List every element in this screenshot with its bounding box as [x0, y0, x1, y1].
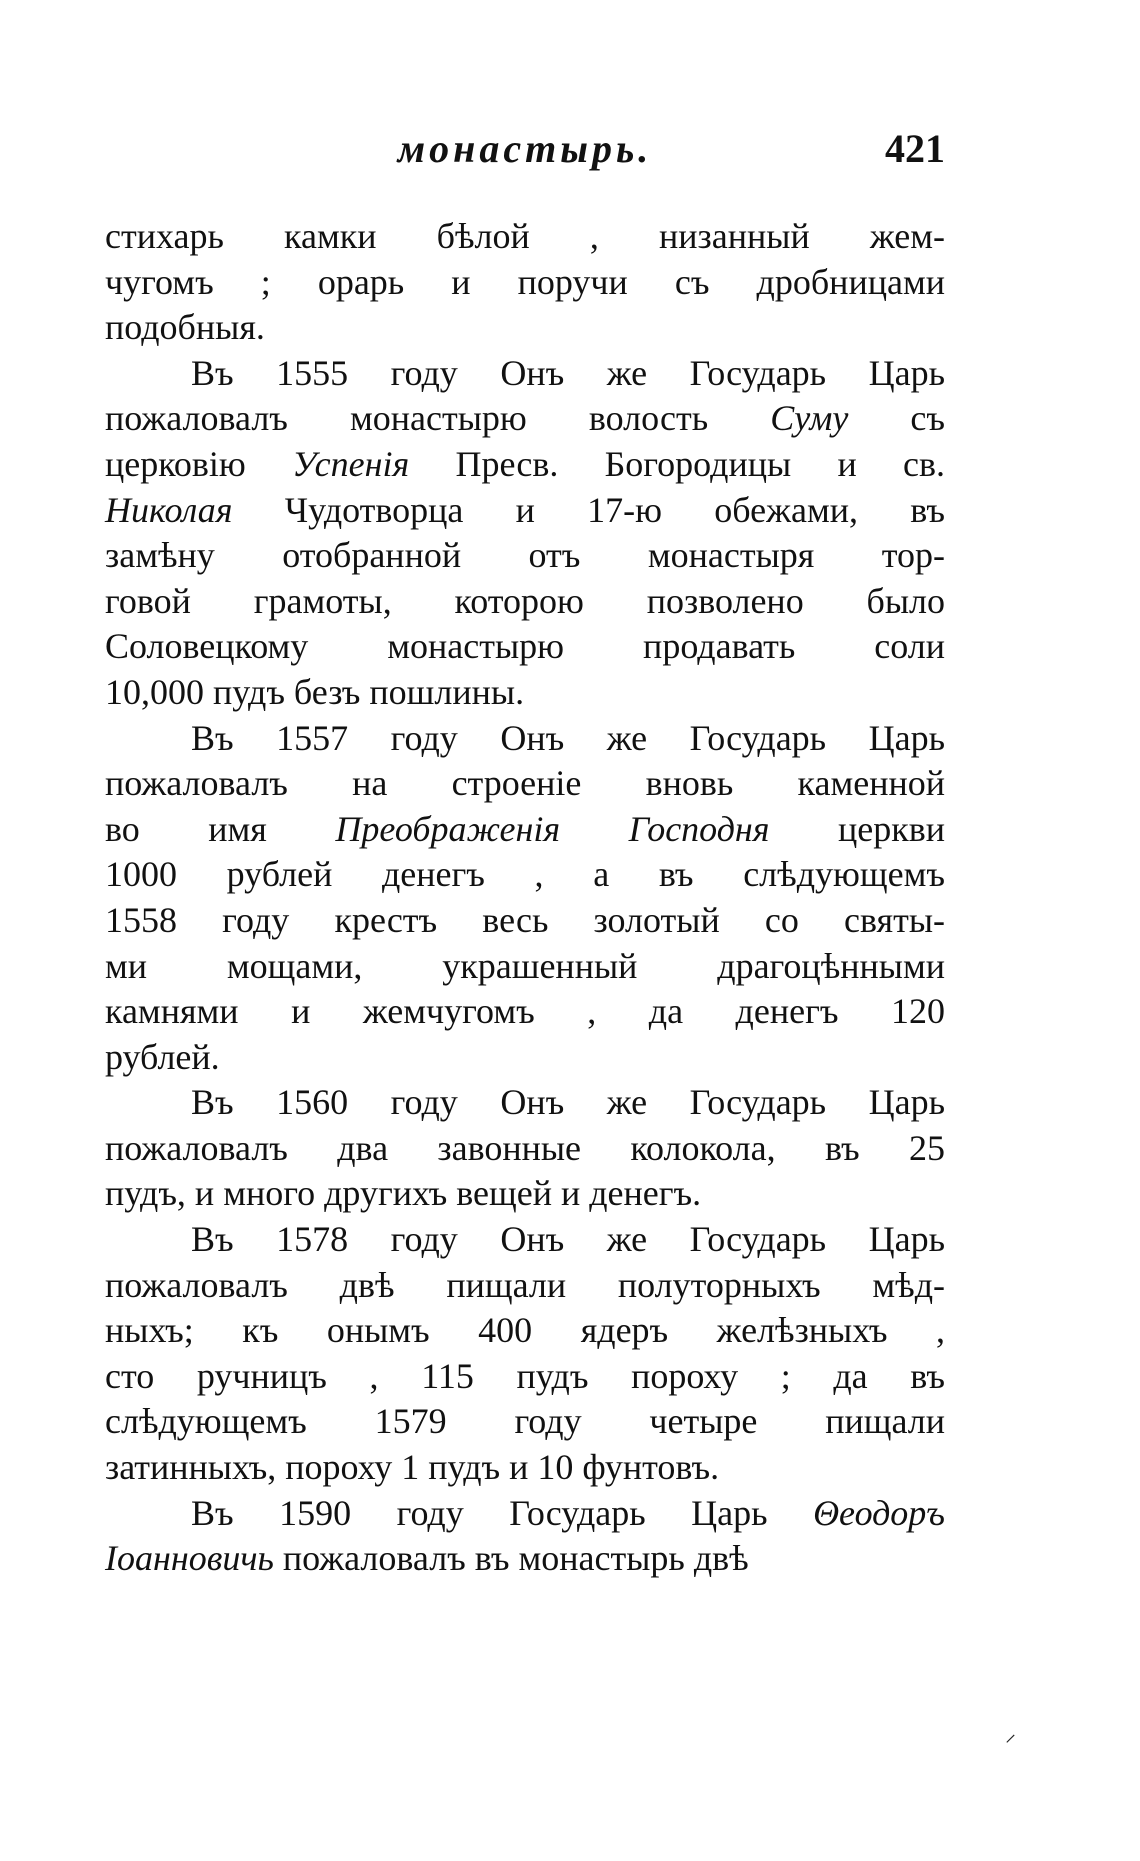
text-run: замѣну отобранной отъ монастыря тор- [105, 535, 945, 576]
text-run: подобныя. [105, 307, 265, 348]
page-header [105, 125, 945, 185]
text-line [105, 396, 945, 442]
page-number: 421 [885, 126, 945, 171]
text-run: 10,000 пудъ безъ пошлины. [105, 671, 525, 712]
text-run: пудъ, и много другихъ вещей и денегъ. [105, 1173, 702, 1214]
text-line [105, 1217, 945, 1263]
text-run: чугомъ ; орарь и поручи съ дробницами [105, 261, 945, 302]
text-run: слѣдующемъ 1579 году четыре пищали [105, 1401, 945, 1442]
text-run: ми мощами, украшенный драгоцѣнными [105, 945, 945, 986]
text-line [105, 670, 945, 716]
text-line [105, 807, 945, 853]
text-run: рублей. [105, 1036, 220, 1077]
paragraph [105, 214, 945, 351]
ink-speck: ⸝ [1005, 1721, 1017, 1746]
italic-name: Іоанновичь [105, 1538, 274, 1579]
text-run: Въ 1578 году Онъ же Государь Царь [191, 1219, 945, 1260]
text-line [105, 1035, 945, 1081]
text-line [105, 1308, 945, 1354]
italic-name: Успенія [292, 443, 410, 484]
text-run: Пресв. Богородицы и св. [409, 443, 945, 484]
text-run: пожаловалъ монастырю волость [105, 398, 771, 439]
text-line [105, 1399, 945, 1445]
paragraph [105, 1217, 945, 1491]
text-line [105, 1491, 945, 1537]
text-line [105, 260, 945, 306]
body-text [105, 214, 945, 1582]
paragraph [105, 351, 945, 716]
italic-name: Суму [770, 398, 849, 439]
italic-name: Николая [105, 489, 233, 530]
text-line [105, 442, 945, 488]
text-run: церковію [105, 443, 293, 484]
text-run: сто ручницъ , 115 пудъ пороху ; да въ [105, 1355, 945, 1396]
text-line [105, 1126, 945, 1172]
italic-name: Преображенія Господня [335, 808, 770, 849]
text-run: Чудотворца и 17-ю обежами, въ [232, 489, 945, 530]
text-run: во имя [105, 808, 336, 849]
text-run: ныхъ; къ онымъ 400 ядеръ желѣзныхъ , [105, 1310, 945, 1351]
text-run: Въ 1560 году Онъ же Государь Царь [191, 1082, 945, 1123]
text-line [105, 305, 945, 351]
paragraph [105, 716, 945, 1081]
text-line [105, 852, 945, 898]
text-run: 1000 рублей денегъ , а въ слѣдующемъ [105, 854, 945, 895]
text-run: 1558 году крестъ весь золотый со святы- [105, 899, 945, 940]
text-line [105, 761, 945, 807]
text-run: камнями и жемчугомъ , да денегъ 120 [105, 991, 945, 1032]
text-line [105, 214, 945, 260]
text-run: стихарь камки бѣлой , низанный жем- [105, 216, 945, 256]
text-run: пожаловалъ на строеніе вновь каменной [105, 763, 945, 804]
text-run: Въ 1557 году Онъ же Государь Царь [191, 717, 945, 758]
text-run: говой грамоты, которою позволено было [105, 580, 945, 621]
text-line [105, 716, 945, 762]
text-line [105, 989, 945, 1035]
text-line [105, 624, 945, 670]
text-line [105, 533, 945, 579]
text-line [105, 1354, 945, 1400]
text-run: пожаловалъ два завонные колокола, въ 25 [105, 1127, 945, 1168]
text-line [105, 488, 945, 534]
text-line [105, 579, 945, 625]
text-line [105, 1080, 945, 1126]
running-title: монастырь. [397, 126, 653, 171]
paragraph [105, 1491, 945, 1582]
text-line [105, 1536, 945, 1582]
text-line [105, 1263, 945, 1309]
text-line [105, 351, 945, 397]
text-line [105, 1445, 945, 1491]
text-run: Въ 1590 году Государь Царь [191, 1492, 814, 1533]
text-run: Соловецкому монастырю продавать соли [105, 626, 945, 667]
text-run: церкви [769, 808, 945, 849]
paragraph [105, 1080, 945, 1217]
text-run: пожаловалъ въ монастырь двѣ [273, 1538, 749, 1579]
text-line [105, 1171, 945, 1217]
text-run: затинныхъ, пороху 1 пудъ и 10 фунтовъ. [105, 1447, 720, 1488]
text-line [105, 898, 945, 944]
text-run: съ [848, 398, 945, 439]
italic-name: Θеодоръ [813, 1492, 945, 1533]
text-run: Въ 1555 году Онъ же Государь Царь [191, 352, 945, 393]
text-line [105, 944, 945, 990]
text-run: пожаловалъ двѣ пищали полуторныхъ мѣд- [105, 1264, 945, 1305]
